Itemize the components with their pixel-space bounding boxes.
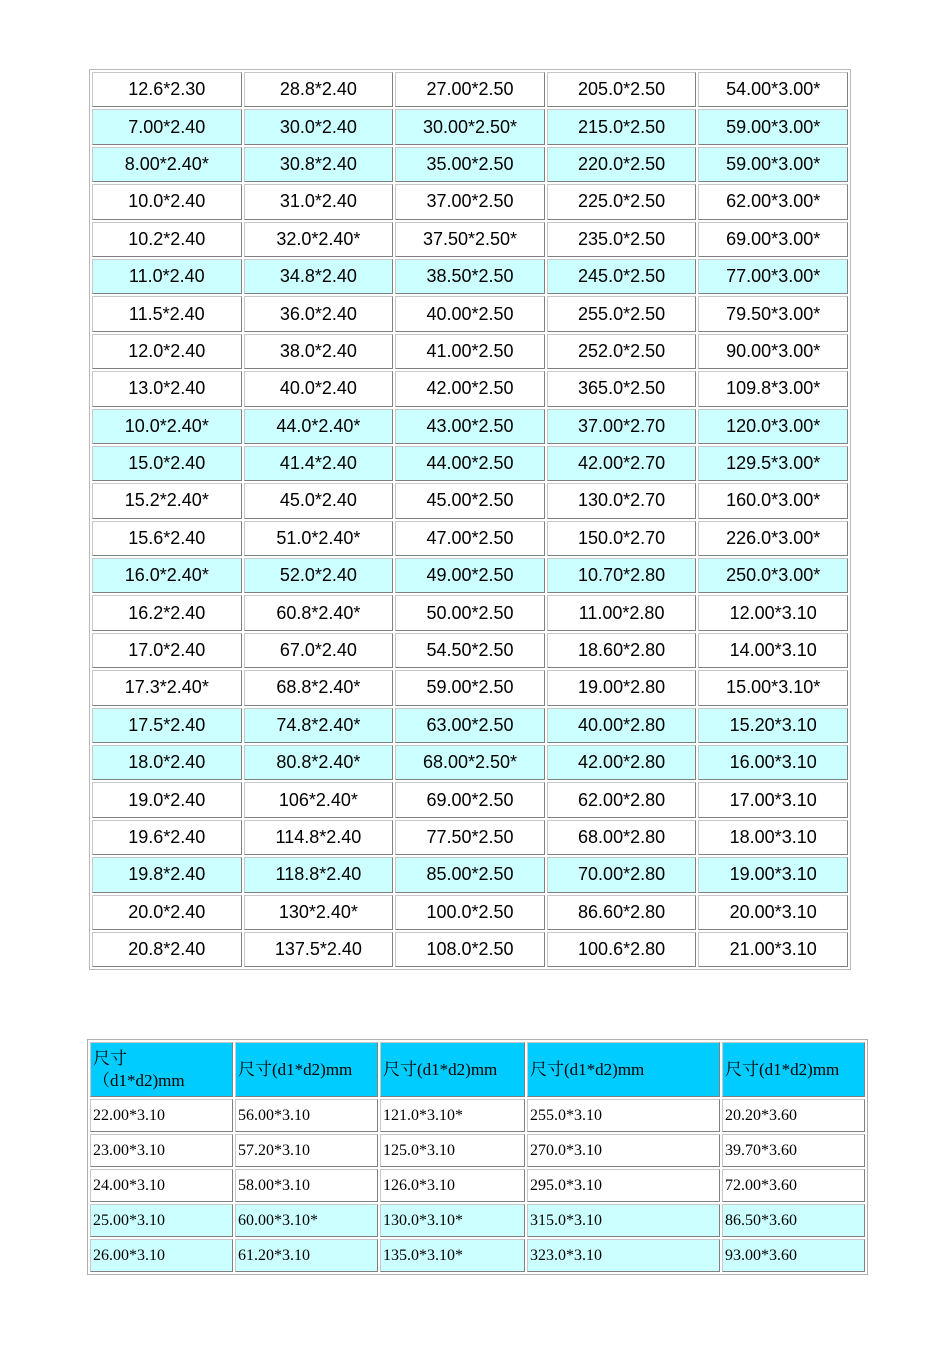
size-cell: 54.50*2.50 [395, 633, 545, 668]
size-cell: 215.0*2.50 [547, 109, 697, 144]
size-cell: 270.0*3.10 [527, 1134, 720, 1167]
size-cell: 205.0*2.50 [547, 72, 697, 107]
size-cell: 255.0*2.50 [547, 296, 697, 331]
size-cell: 11.00*2.80 [547, 595, 697, 630]
size-cell: 18.00*3.10 [698, 820, 848, 855]
size-cell: 135.0*3.10* [380, 1239, 525, 1272]
size-cell: 74.8*2.40* [244, 708, 394, 743]
table-row [92, 483, 848, 518]
size-cell: 10.0*2.40* [92, 409, 242, 444]
size-cell: 7.00*2.40 [92, 109, 242, 144]
table-row [90, 1204, 865, 1237]
size-cell: 49.00*2.50 [395, 558, 545, 593]
size-cell: 44.0*2.40* [244, 409, 394, 444]
size-cell: 12.0*2.40 [92, 334, 242, 369]
table-row [92, 633, 848, 668]
size-cell: 54.00*3.00* [698, 72, 848, 107]
table-row [92, 222, 848, 257]
size-cell: 130.0*3.10* [380, 1204, 525, 1237]
size-cell: 150.0*2.70 [547, 521, 697, 556]
size-cell: 37.00*2.50 [395, 184, 545, 219]
table-row [92, 820, 848, 855]
size-table-top [89, 69, 851, 970]
size-cell: 15.00*3.10* [698, 670, 848, 705]
table-row [92, 109, 848, 144]
size-cell: 57.20*3.10 [235, 1134, 378, 1167]
table-row [92, 670, 848, 705]
size-cell: 86.50*3.60 [722, 1204, 865, 1237]
header-cell-size [90, 1042, 233, 1097]
table-row [92, 409, 848, 444]
table-row [90, 1099, 865, 1132]
size-cell: 255.0*3.10 [527, 1099, 720, 1132]
size-cell: 63.00*2.50 [395, 708, 545, 743]
size-cell: 365.0*2.50 [547, 371, 697, 406]
size-cell: 315.0*3.10 [527, 1204, 720, 1237]
size-cell: 17.0*2.40 [92, 633, 242, 668]
size-cell: 68.00*2.80 [547, 820, 697, 855]
table-row [92, 184, 848, 219]
table-row [92, 857, 848, 892]
size-cell: 69.00*3.00* [698, 222, 848, 257]
table-row [92, 708, 848, 743]
size-cell: 93.00*3.60 [722, 1239, 865, 1272]
size-cell: 32.0*2.40* [244, 222, 394, 257]
size-cell: 59.00*2.50 [395, 670, 545, 705]
table-row [90, 1169, 865, 1202]
size-cell: 38.50*2.50 [395, 259, 545, 294]
size-cell: 108.0*2.50 [395, 932, 545, 967]
size-cell: 30.0*2.40 [244, 109, 394, 144]
size-cell: 20.20*3.60 [722, 1099, 865, 1132]
size-cell: 225.0*2.50 [547, 184, 697, 219]
size-cell: 43.00*2.50 [395, 409, 545, 444]
size-cell: 120.0*3.00* [698, 409, 848, 444]
size-cell: 90.00*3.00* [698, 334, 848, 369]
size-cell: 59.00*3.00* [698, 109, 848, 144]
size-cell: 226.0*3.00* [698, 521, 848, 556]
size-cell: 126.0*3.10 [380, 1169, 525, 1202]
size-cell: 72.00*3.60 [722, 1169, 865, 1202]
size-cell: 45.00*2.50 [395, 483, 545, 518]
size-cell: 17.5*2.40 [92, 708, 242, 743]
size-cell: 68.00*2.50* [395, 745, 545, 780]
header-cell-size: 尺寸(d1*d2)mm [235, 1042, 378, 1097]
header-cell-size: 尺寸(d1*d2)mm [722, 1042, 865, 1097]
size-cell: 40.00*2.80 [547, 708, 697, 743]
size-cell: 16.00*3.10 [698, 745, 848, 780]
table-row [92, 932, 848, 967]
size-cell: 19.00*3.10 [698, 857, 848, 892]
size-cell: 20.8*2.40 [92, 932, 242, 967]
size-cell: 12.00*3.10 [698, 595, 848, 630]
size-table-top-body [92, 72, 848, 967]
size-cell: 47.00*2.50 [395, 521, 545, 556]
table-row [92, 895, 848, 930]
size-cell: 12.6*2.30 [92, 72, 242, 107]
size-cell: 41.4*2.40 [244, 446, 394, 481]
size-cell: 100.6*2.80 [547, 932, 697, 967]
table-row [92, 558, 848, 593]
size-cell: 60.8*2.40* [244, 595, 394, 630]
size-cell: 8.00*2.40* [92, 147, 242, 182]
size-cell: 160.0*3.00* [698, 483, 848, 518]
size-cell: 118.8*2.40 [244, 857, 394, 892]
size-cell: 19.6*2.40 [92, 820, 242, 855]
size-cell: 109.8*3.00* [698, 371, 848, 406]
size-cell: 26.00*3.10 [90, 1239, 233, 1272]
size-cell: 34.8*2.40 [244, 259, 394, 294]
size-cell: 27.00*2.50 [395, 72, 545, 107]
size-cell: 58.00*3.10 [235, 1169, 378, 1202]
size-cell: 86.60*2.80 [547, 895, 697, 930]
size-cell: 114.8*2.40 [244, 820, 394, 855]
size-cell: 106*2.40* [244, 782, 394, 817]
size-cell: 19.8*2.40 [92, 857, 242, 892]
size-cell: 45.0*2.40 [244, 483, 394, 518]
size-cell: 17.3*2.40* [92, 670, 242, 705]
table-row [92, 521, 848, 556]
table-row [92, 334, 848, 369]
size-cell: 51.0*2.40* [244, 521, 394, 556]
size-cell: 14.00*3.10 [698, 633, 848, 668]
size-cell: 125.0*3.10 [380, 1134, 525, 1167]
size-cell: 17.00*3.10 [698, 782, 848, 817]
size-cell: 59.00*3.00* [698, 147, 848, 182]
size-cell: 30.8*2.40 [244, 147, 394, 182]
size-table-bottom [87, 1039, 868, 1275]
size-cell: 252.0*2.50 [547, 334, 697, 369]
table-row [92, 745, 848, 780]
size-cell: 20.0*2.40 [92, 895, 242, 930]
size-cell: 129.5*3.00* [698, 446, 848, 481]
size-cell: 22.00*3.10 [90, 1099, 233, 1132]
size-cell: 40.0*2.40 [244, 371, 394, 406]
size-cell: 235.0*2.50 [547, 222, 697, 257]
size-cell: 85.00*2.50 [395, 857, 545, 892]
size-cell: 11.5*2.40 [92, 296, 242, 331]
size-cell: 28.8*2.40 [244, 72, 394, 107]
size-cell: 130.0*2.70 [547, 483, 697, 518]
size-cell: 79.50*3.00* [698, 296, 848, 331]
size-cell: 50.00*2.50 [395, 595, 545, 630]
size-cell: 15.0*2.40 [92, 446, 242, 481]
size-cell: 80.8*2.40* [244, 745, 394, 780]
size-cell: 21.00*3.10 [698, 932, 848, 967]
size-cell: 18.60*2.80 [547, 633, 697, 668]
size-cell: 25.00*3.10 [90, 1204, 233, 1237]
size-cell: 31.0*2.40 [244, 184, 394, 219]
size-cell: 42.00*2.80 [547, 745, 697, 780]
size-cell: 15.20*3.10 [698, 708, 848, 743]
size-cell: 68.8*2.40* [244, 670, 394, 705]
size-cell: 220.0*2.50 [547, 147, 697, 182]
size-table-bottom-header [90, 1042, 865, 1097]
size-cell: 10.70*2.80 [547, 558, 697, 593]
table-row [92, 446, 848, 481]
size-cell: 60.00*3.10* [235, 1204, 378, 1237]
size-cell: 35.00*2.50 [395, 147, 545, 182]
size-cell: 15.6*2.40 [92, 521, 242, 556]
size-cell: 38.0*2.40 [244, 334, 394, 369]
size-cell: 39.70*3.60 [722, 1134, 865, 1167]
size-cell: 13.0*2.40 [92, 371, 242, 406]
size-cell: 20.00*3.10 [698, 895, 848, 930]
table-row [92, 595, 848, 630]
size-cell: 77.00*3.00* [698, 259, 848, 294]
size-cell: 62.00*2.80 [547, 782, 697, 817]
size-cell: 137.5*2.40 [244, 932, 394, 967]
size-cell: 16.2*2.40 [92, 595, 242, 630]
size-cell: 69.00*2.50 [395, 782, 545, 817]
size-table-bottom-body [90, 1099, 865, 1272]
table-row [92, 371, 848, 406]
size-cell: 52.0*2.40 [244, 558, 394, 593]
size-cell: 36.0*2.40 [244, 296, 394, 331]
header-size-unit: （d1*d2)mm [93, 1070, 185, 1090]
size-cell: 61.20*3.10 [235, 1239, 378, 1272]
table-row [92, 296, 848, 331]
size-cell: 24.00*3.10 [90, 1169, 233, 1202]
size-cell: 10.2*2.40 [92, 222, 242, 257]
table-row [92, 147, 848, 182]
header-row [90, 1042, 865, 1097]
header-cell-size: 尺寸(d1*d2)mm [527, 1042, 720, 1097]
table-row [92, 259, 848, 294]
size-cell: 23.00*3.10 [90, 1134, 233, 1167]
size-cell: 44.00*2.50 [395, 446, 545, 481]
size-cell: 19.0*2.40 [92, 782, 242, 817]
table-row [90, 1134, 865, 1167]
size-cell: 130*2.40* [244, 895, 394, 930]
size-cell: 62.00*3.00* [698, 184, 848, 219]
size-cell: 77.50*2.50 [395, 820, 545, 855]
table-row [92, 782, 848, 817]
size-cell: 70.00*2.80 [547, 857, 697, 892]
table-row [92, 72, 848, 107]
size-cell: 121.0*3.10* [380, 1099, 525, 1132]
size-cell: 37.50*2.50* [395, 222, 545, 257]
table-row [90, 1239, 865, 1272]
header-size-label: 尺寸 [93, 1048, 127, 1068]
size-cell: 19.00*2.80 [547, 670, 697, 705]
size-cell: 42.00*2.70 [547, 446, 697, 481]
size-cell: 15.2*2.40* [92, 483, 242, 518]
size-cell: 323.0*3.10 [527, 1239, 720, 1272]
header-cell-size: 尺寸(d1*d2)mm [380, 1042, 525, 1097]
size-cell: 295.0*3.10 [527, 1169, 720, 1202]
size-cell: 41.00*2.50 [395, 334, 545, 369]
size-cell: 42.00*2.50 [395, 371, 545, 406]
size-cell: 245.0*2.50 [547, 259, 697, 294]
size-cell: 40.00*2.50 [395, 296, 545, 331]
size-cell: 16.0*2.40* [92, 558, 242, 593]
size-cell: 100.0*2.50 [395, 895, 545, 930]
size-cell: 250.0*3.00* [698, 558, 848, 593]
size-cell: 67.0*2.40 [244, 633, 394, 668]
size-cell: 18.0*2.40 [92, 745, 242, 780]
size-cell: 30.00*2.50* [395, 109, 545, 144]
size-cell: 37.00*2.70 [547, 409, 697, 444]
size-cell: 10.0*2.40 [92, 184, 242, 219]
size-cell: 56.00*3.10 [235, 1099, 378, 1132]
size-cell: 11.0*2.40 [92, 259, 242, 294]
